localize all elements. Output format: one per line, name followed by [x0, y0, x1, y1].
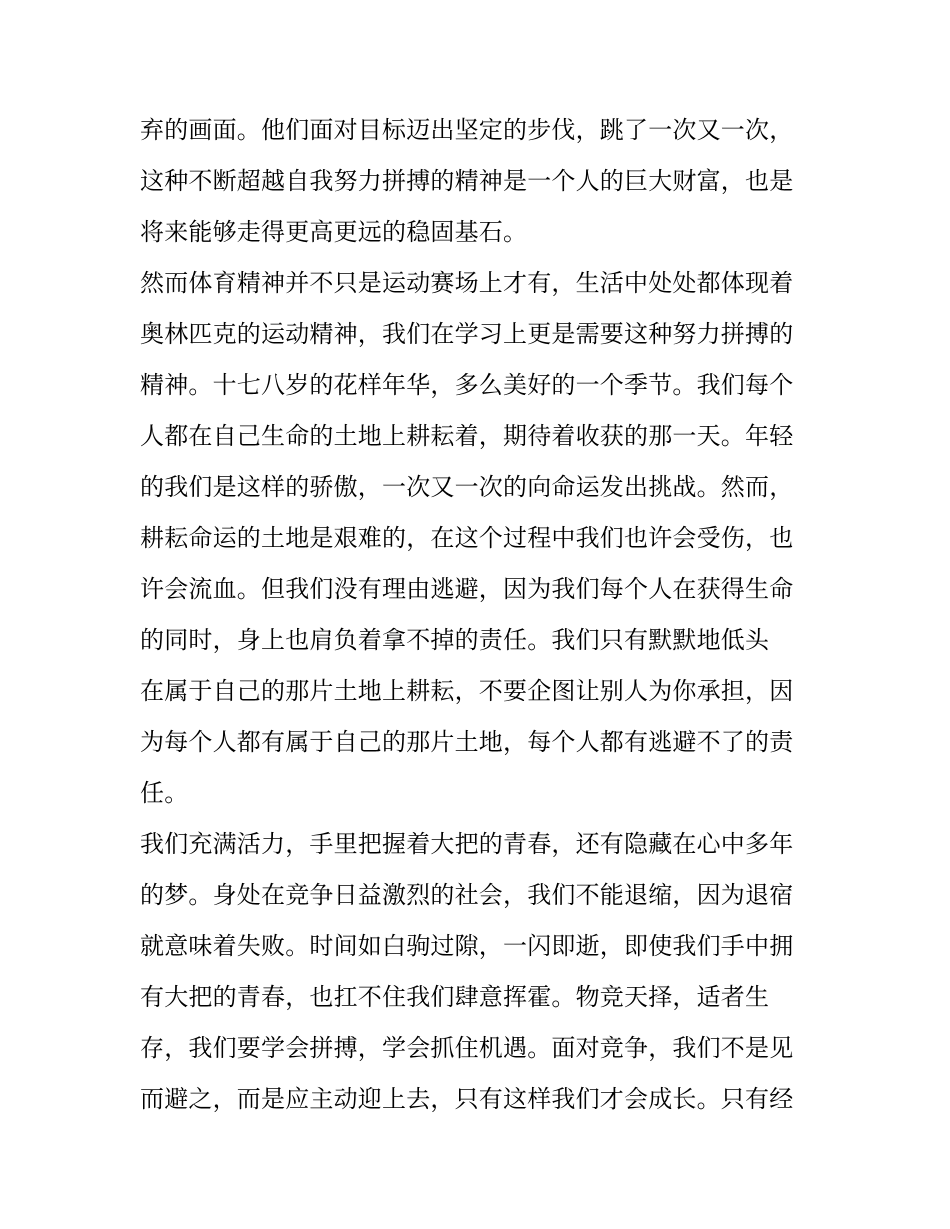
text-line: 就意味着失败。时间如白驹过隙，一闪即逝，即使我们手中拥: [140, 932, 794, 960]
document-body: [140, 105, 820, 1125]
text-line: 精神。十七八岁的花样年华，多么美好的一个季节。我们每个: [140, 371, 794, 399]
text-line: 许会流血。但我们没有理由逃避，因为我们每个人在获得生命: [140, 575, 794, 603]
text-line: 将来能够走得更高更远的稳固基石。: [140, 218, 528, 246]
text-line: 的同时，身上也肩负着拿不掉的责任。我们只有默默地低头: [140, 626, 770, 654]
text-line: 耕耘命运的土地是艰难的，在这个过程中我们也许会受伤，也: [140, 524, 794, 552]
text-line: 这种不断超越自我努力拼搏的精神是一个人的巨大财富，也是: [140, 167, 794, 195]
text-line: 人都在自己生命的土地上耕耘着，期待着收获的那一天。年轻: [140, 422, 794, 450]
text-line: 弃的画面。他们面对目标迈出坚定的步伐，跳了一次又一次，: [140, 116, 794, 144]
text-line: 为每个人都有属于自己的那片土地，每个人都有逃避不了的责: [140, 728, 794, 756]
text-line: 奥林匹克的运动精神，我们在学习上更是需要这种努力拼搏的: [140, 320, 794, 348]
text-line: 的梦。身处在竞争日益激烈的社会，我们不能退缩，因为退宿: [140, 881, 794, 909]
text-line: 在属于自己的那片土地上耕耘，不要企图让别人为你承担，因: [140, 677, 794, 705]
text-line: 然而体育精神并不只是运动赛场上才有，生活中处处都体现着: [140, 269, 794, 297]
text-line: 而避之，而是应主动迎上去，只有这样我们才会成长。只有经: [140, 1085, 794, 1113]
text-line: 有大把的青春，也扛不住我们肆意挥霍。物竞天择，适者生: [140, 983, 770, 1011]
text-line: 任。: [140, 779, 189, 807]
text-line: 的我们是这样的骄傲，一次又一次的向命运发出挑战。然而，: [140, 473, 794, 501]
text-line: 我们充满活力，手里把握着大把的青春，还有隐藏在心中多年: [140, 830, 794, 858]
text-line: 存，我们要学会拼搏，学会抓住机遇。面对竞争，我们不是见: [140, 1034, 794, 1062]
